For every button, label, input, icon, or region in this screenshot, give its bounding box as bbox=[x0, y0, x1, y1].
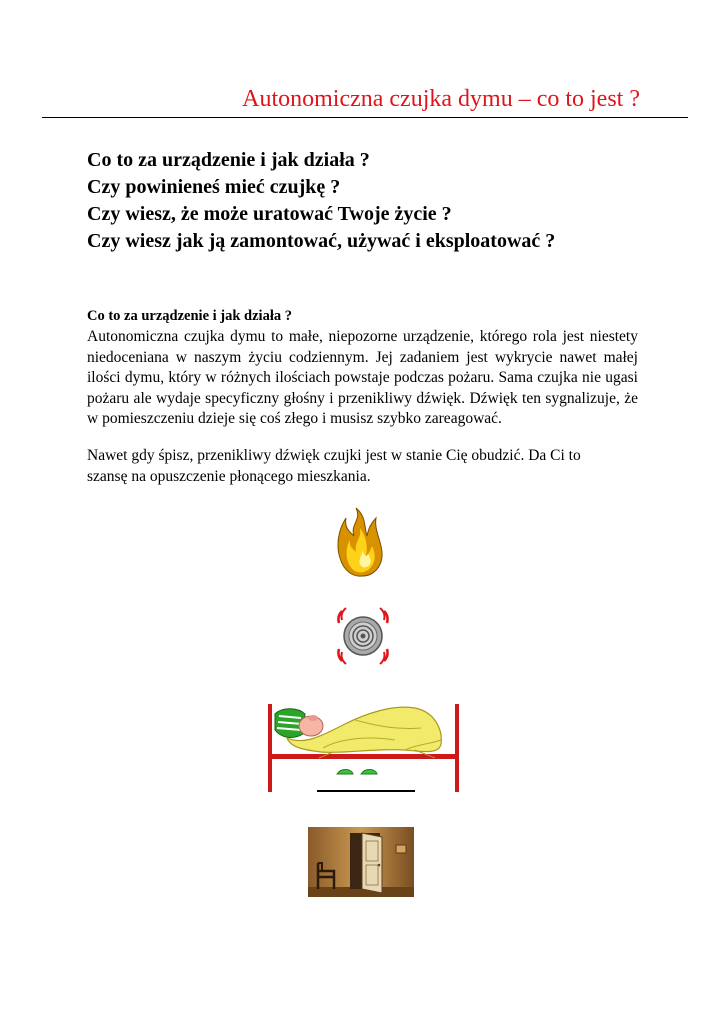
paragraph-body-2 bbox=[87, 446, 647, 487]
question-item: Czy wiesz jak ją zamontować, używać i eksploatować ? bbox=[87, 230, 556, 252]
question-list bbox=[87, 147, 687, 255]
paragraph-line: szansę na opuszczenie płonącego mieszkania. bbox=[87, 467, 371, 485]
question-item: Czy powinieneś mieć czujkę ? bbox=[87, 176, 341, 198]
fire-icon bbox=[336, 506, 386, 578]
sleeping-person-icon bbox=[265, 700, 461, 796]
page-title: Autonomiczna czujka dymu – co to jest ? bbox=[242, 86, 640, 112]
section-heading: Co to za urządzenie i jak działa ? bbox=[87, 308, 292, 324]
smoke-detector-icon bbox=[333, 605, 393, 667]
paragraph-body: Autonomiczna czujka dymu to małe, niepozorne urządzenie, którego rola jest niestety niedoceniana w naszym życiu codziennym. Jej zadaniem jest wykrycie nawet małej ilości dymu, który w różnych ilościach powstaje podczas pożaru. Sama czujka nie ugasi pożaru ale wydaje specyficzny głośny i przenikliwy dźwięk. Dźwięk ten sygnalizuje, że w pomieszczeniu dzieje się coś złego i musisz szybko zareagować. bbox=[87, 328, 638, 428]
door-exit-icon bbox=[308, 827, 414, 897]
question-item: Czy wiesz, że może uratować Twoje życie ? bbox=[87, 203, 452, 225]
title-rule bbox=[42, 117, 688, 118]
question-item: Co to za urządzenie i jak działa ? bbox=[87, 149, 370, 171]
paragraph-line: Nawet gdy śpisz, przenikliwy dźwięk czujki jest w stanie Cię obudzić. Da Ci to bbox=[87, 447, 581, 464]
